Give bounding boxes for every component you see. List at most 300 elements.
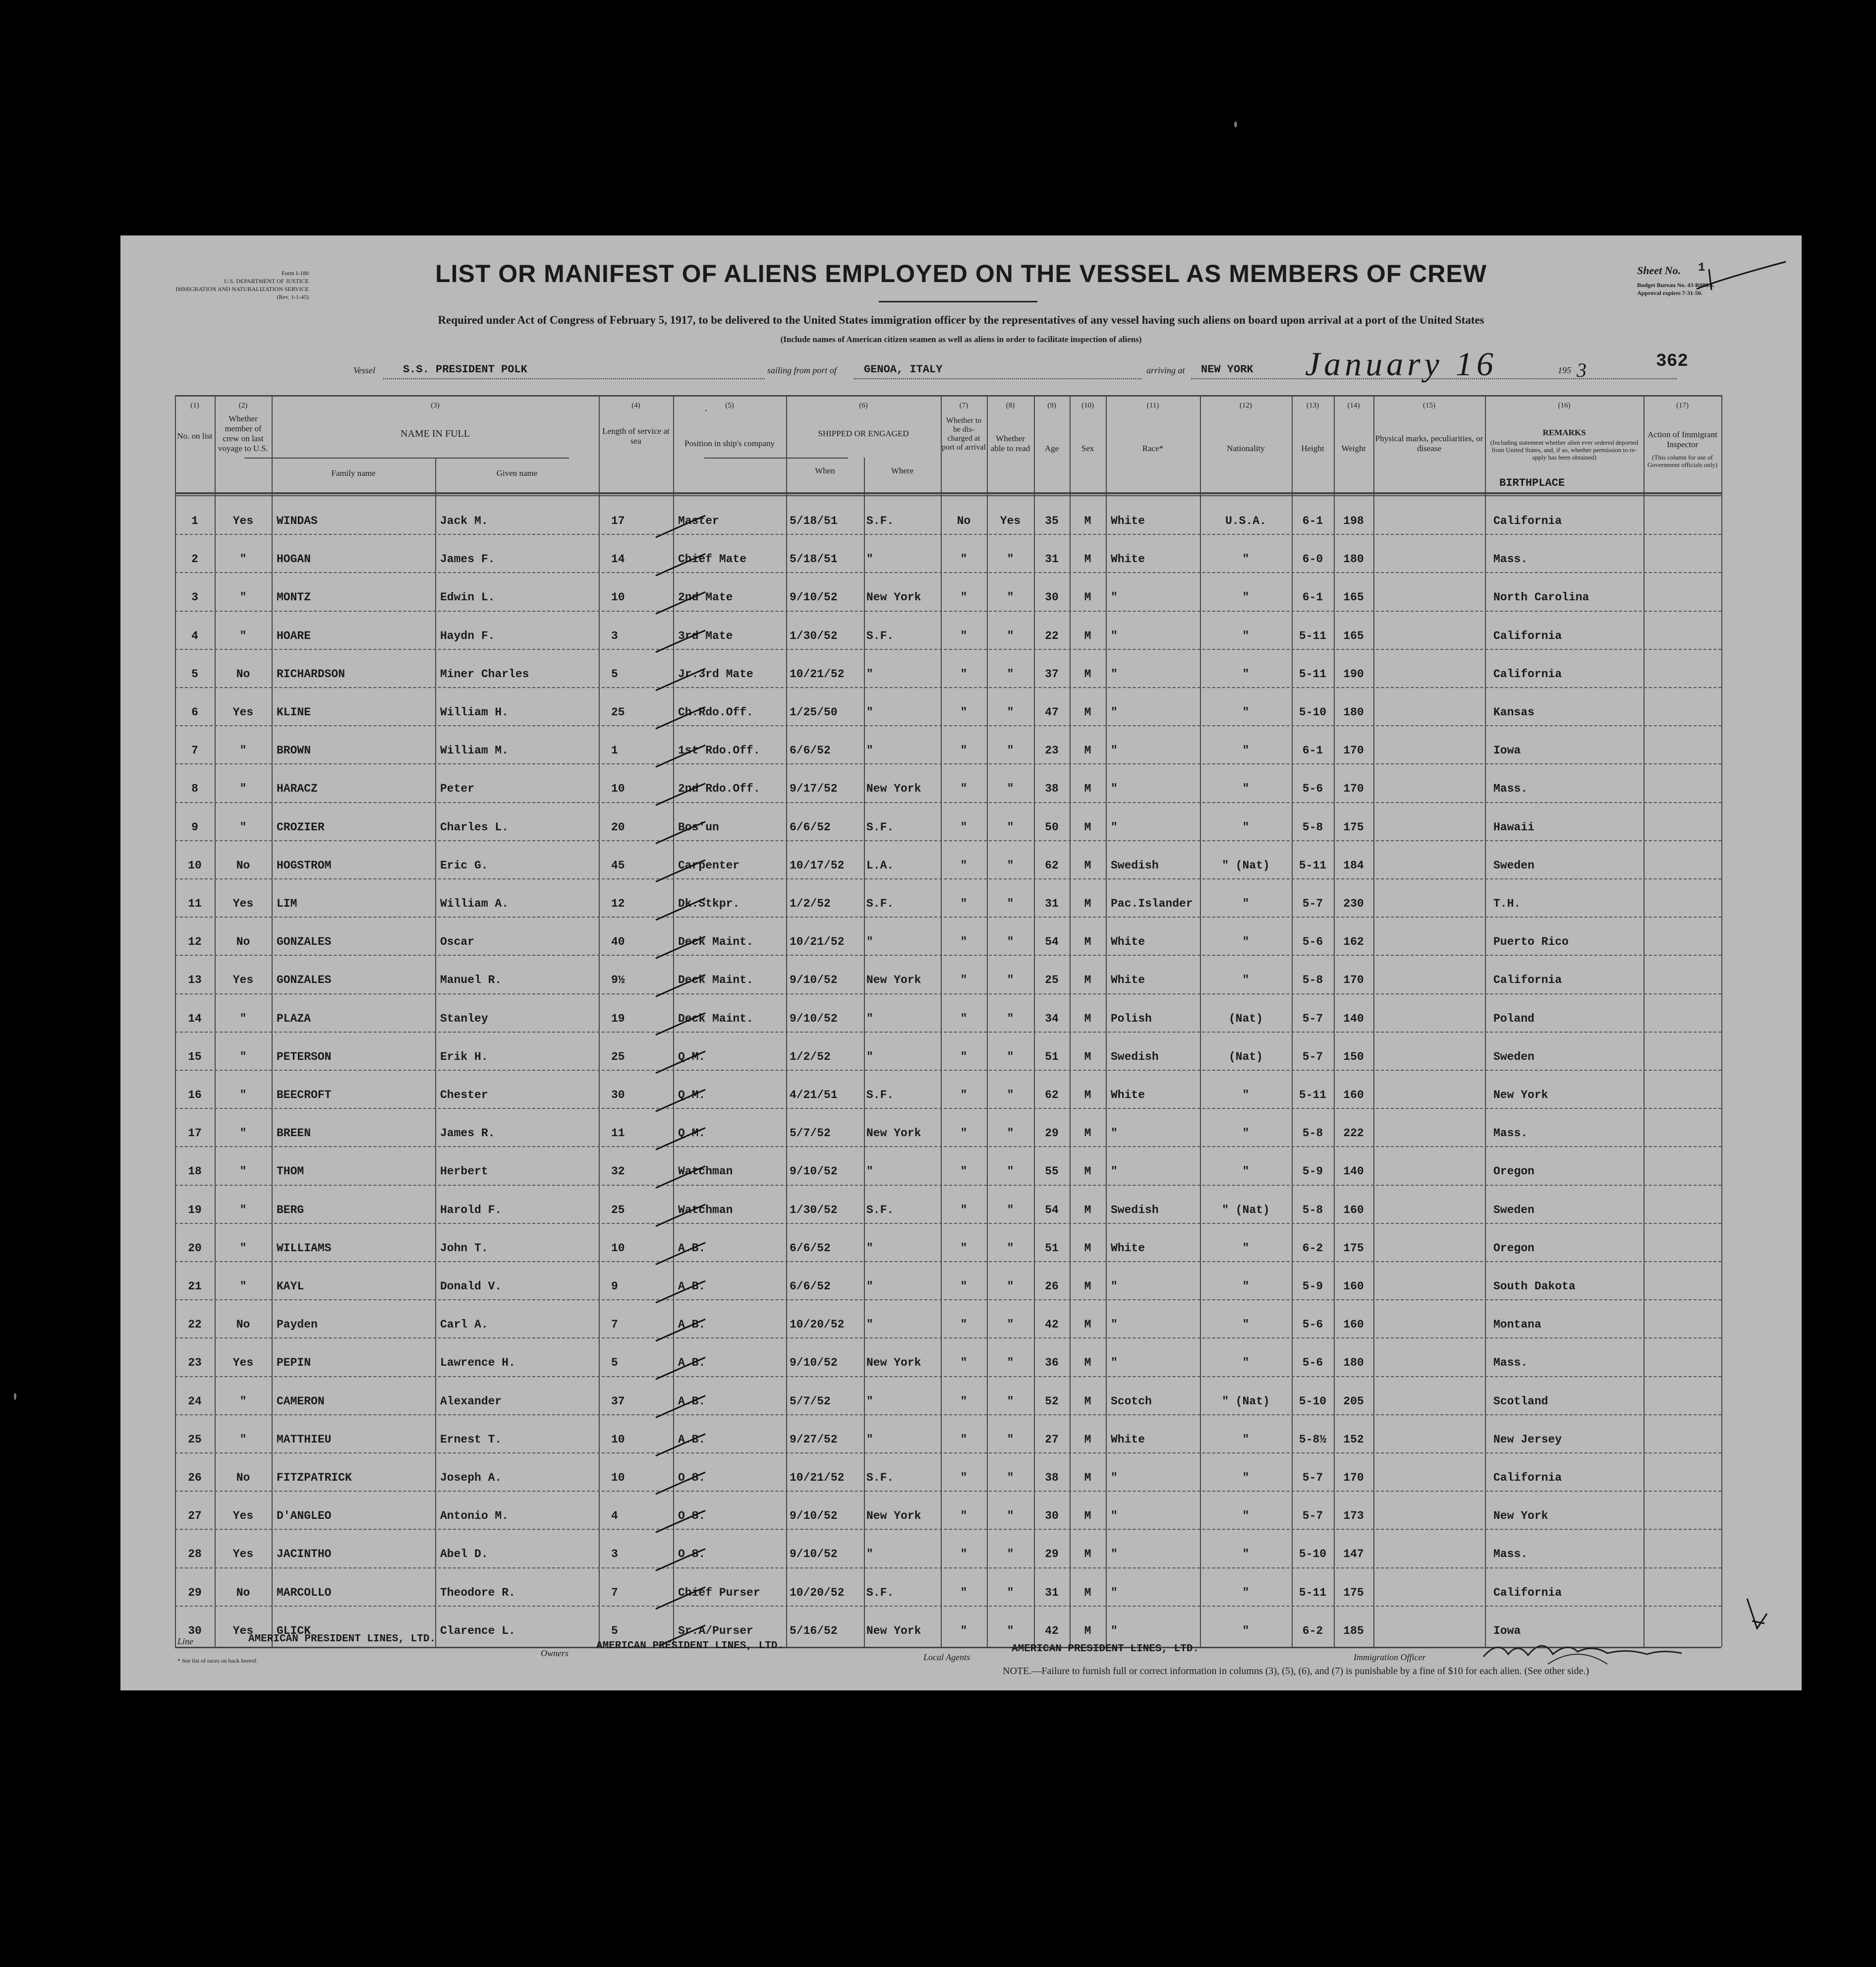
row-26-age: 38	[1045, 1471, 1059, 1484]
row-16-remarks: New York	[1493, 1089, 1548, 1101]
row-19-where: S.F.	[866, 1203, 894, 1216]
row-15-remarks: Sweden	[1493, 1050, 1535, 1063]
row-26-read: "	[1007, 1471, 1014, 1484]
row-14-read: "	[1007, 1012, 1014, 1025]
row-23-sex: M	[1084, 1356, 1091, 1370]
row-4-discharge: "	[960, 629, 967, 642]
row-16-where: S.F.	[866, 1089, 894, 1101]
col-number: (10)	[1081, 402, 1094, 409]
row-20-prev: "	[239, 1241, 247, 1255]
check-mark	[656, 1434, 705, 1456]
row-30-sex: M	[1084, 1624, 1091, 1637]
row-21-service: 9	[611, 1280, 618, 1293]
stamp-number: 362	[1656, 351, 1688, 371]
row-28-given: Abel D.	[440, 1548, 488, 1561]
row-15-given: Erik H.	[440, 1050, 488, 1063]
row-18-remarks: Oregon	[1493, 1165, 1535, 1178]
row-26-service: 10	[611, 1471, 625, 1484]
row-5-service: 5	[611, 667, 618, 681]
row-12-read: "	[1007, 935, 1014, 949]
manifest-sheet	[120, 235, 1802, 1690]
row-2-service: 14	[611, 553, 625, 566]
col-divider	[1373, 395, 1374, 1647]
row-17-when: 5/7/52	[790, 1127, 831, 1140]
row-3-when: 9/10/52	[790, 591, 838, 604]
row-19-service: 25	[611, 1203, 625, 1216]
row-22-given: Carl A.	[440, 1318, 488, 1331]
col-number: (3)	[431, 402, 440, 409]
row-9-race: "	[1111, 820, 1118, 834]
col-head-height: Height	[1301, 444, 1324, 453]
row-27-where: New York	[866, 1509, 921, 1523]
check-mark	[656, 745, 705, 767]
row-29-service: 7	[611, 1586, 618, 1599]
row-24-position: A.B.	[678, 1394, 706, 1408]
row-27-position: O.S.	[678, 1509, 706, 1523]
row-6-age: 47	[1045, 706, 1059, 719]
row-29-prev: No	[236, 1586, 250, 1599]
row-15-service: 25	[611, 1050, 625, 1063]
row-28-discharge: "	[960, 1548, 967, 1561]
row-11-remarks: T.H.	[1493, 897, 1521, 910]
row-10-when: 10/17/52	[790, 859, 845, 872]
row-4-sex: M	[1084, 629, 1091, 642]
row-22-weight: 160	[1343, 1318, 1364, 1331]
immigration-officer-signature	[1478, 1634, 1687, 1669]
row-29-weight: 175	[1343, 1586, 1364, 1599]
row-9-nationality: "	[1242, 820, 1250, 834]
subtitle-note: (Include names of American citizen seamen as well as aliens in order to facilitate inspection of aliens)	[780, 335, 1142, 344]
row-4-age: 22	[1045, 629, 1059, 642]
row-7-prev: "	[239, 744, 247, 757]
row-16-weight: 160	[1343, 1089, 1364, 1101]
row-22-position: A.B.	[678, 1318, 706, 1331]
col-head-weight: Weight	[1341, 444, 1366, 453]
row-24-read: "	[1007, 1394, 1014, 1408]
col-divider	[272, 395, 273, 1647]
row-27-given: Antonio M.	[440, 1509, 509, 1523]
row-2-no: 2	[191, 553, 198, 566]
row-divider	[175, 1529, 1721, 1530]
row-22-family: Payden	[277, 1318, 318, 1331]
row-20-age: 51	[1045, 1241, 1059, 1255]
row-28-service: 3	[611, 1548, 618, 1561]
row-divider	[175, 1337, 1721, 1338]
check-mark	[656, 1396, 705, 1418]
revision: (Rev. 1-1-45)	[277, 293, 309, 300]
row-29-when: 10/20/52	[790, 1586, 845, 1599]
row-10-age: 62	[1045, 859, 1059, 872]
row-19-read: "	[1007, 1203, 1014, 1216]
row-divider	[175, 1223, 1721, 1224]
row-8-read: "	[1007, 782, 1014, 796]
row-14-when: 9/10/52	[790, 1012, 838, 1025]
row-17-position: Q.M.	[678, 1127, 706, 1140]
row-13-nationality: "	[1242, 974, 1250, 987]
row-20-when: 6/6/52	[790, 1241, 831, 1255]
row-28-sex: M	[1084, 1548, 1091, 1561]
row-9-where: S.F.	[866, 820, 894, 834]
row-27-nationality: "	[1242, 1509, 1250, 1523]
row-3-sex: M	[1084, 591, 1091, 604]
row-20-no: 20	[188, 1241, 202, 1255]
row-17-discharge: "	[960, 1127, 967, 1140]
sailing-from-label: sailing from port of	[767, 365, 837, 375]
row-22-nationality: "	[1242, 1318, 1250, 1331]
row-16-no: 16	[188, 1089, 202, 1101]
row-21-sex: M	[1084, 1280, 1091, 1293]
row-8-position: 2nd Rdo.Off.	[678, 782, 760, 796]
row-24-prev: "	[239, 1394, 247, 1408]
row-25-age: 27	[1045, 1433, 1059, 1446]
row-divider	[175, 572, 1721, 573]
local-agents-label: Local Agents	[923, 1652, 970, 1662]
row-divider	[175, 802, 1721, 803]
row-26-discharge: "	[960, 1471, 967, 1484]
row-5-discharge: "	[960, 667, 967, 681]
col-head-remarks-note: (Including statement whether alien ever ordered deported from United States, and, if so, whether permission to re-apply has been obtained)	[1490, 439, 1639, 461]
row-20-where: "	[866, 1241, 873, 1255]
row-divider	[175, 1452, 1721, 1453]
col-number: (15)	[1423, 402, 1435, 409]
row-16-service: 30	[611, 1089, 625, 1101]
row-12-position: Deck Maint.	[678, 935, 753, 949]
row-1-sex: M	[1084, 515, 1091, 527]
row-19-remarks: Sweden	[1493, 1203, 1535, 1216]
col-divider	[786, 395, 787, 1647]
row-19-position: Watchman	[678, 1203, 733, 1216]
row-25-prev: "	[239, 1433, 247, 1446]
row-14-remarks: Poland	[1493, 1012, 1535, 1025]
row-22-service: 7	[611, 1318, 618, 1331]
col-number: (5)	[725, 402, 734, 409]
row-divider	[175, 1299, 1721, 1300]
col-divider	[864, 458, 865, 1647]
row-16-family: BEECROFT	[277, 1089, 332, 1101]
row-7-where: "	[866, 744, 873, 757]
row-29-no: 29	[188, 1586, 202, 1599]
check-mark	[656, 1243, 705, 1265]
check-mark	[656, 975, 705, 996]
row-14-position: Deck Maint.	[678, 1012, 753, 1025]
col-head-service: Length of service at sea	[602, 426, 670, 446]
row-27-read: "	[1007, 1509, 1014, 1523]
row-6-race: "	[1111, 706, 1118, 719]
row-26-race: "	[1111, 1471, 1118, 1484]
col-number: (4)	[631, 402, 640, 409]
row-25-position: A.B.	[678, 1433, 706, 1446]
row-8-height: 5-6	[1302, 782, 1323, 796]
row-22-height: 5-6	[1302, 1318, 1323, 1331]
row-6-height: 5-10	[1299, 706, 1327, 719]
row-11-weight: 230	[1343, 897, 1364, 910]
row-24-discharge: "	[960, 1394, 967, 1408]
row-5-when: 10/21/52	[790, 667, 845, 681]
row-21-race: "	[1111, 1280, 1118, 1293]
row-divider	[175, 1070, 1721, 1071]
row-divider	[175, 1606, 1721, 1607]
row-28-read: "	[1007, 1548, 1014, 1561]
row-6-sex: M	[1084, 706, 1091, 719]
col-head-sex: Sex	[1081, 444, 1094, 453]
row-25-no: 25	[188, 1433, 202, 1446]
row-21-position: A.B.	[678, 1280, 706, 1293]
row-10-prev: No	[236, 859, 250, 872]
check-mark	[656, 554, 705, 576]
check-mark	[656, 1587, 705, 1609]
row-18-discharge: "	[960, 1165, 967, 1178]
row-14-family: PLAZA	[277, 1012, 311, 1025]
row-27-no: 27	[188, 1509, 202, 1523]
row-30-position: Sr.A/Purser	[678, 1624, 753, 1637]
row-2-position: Chief Mate	[678, 553, 747, 566]
row-11-position: Dk.Stkpr.	[678, 897, 740, 910]
col-head-discharge: Whether to be dis-charged at port of arrival	[942, 416, 986, 452]
row-27-discharge: "	[960, 1509, 967, 1523]
row-4-family: HOARE	[277, 629, 311, 642]
row-15-prev: "	[239, 1050, 247, 1063]
row-1-family: WINDAS	[277, 515, 318, 527]
row-6-given: William H.	[440, 706, 509, 719]
row-2-race: White	[1111, 553, 1145, 566]
row-29-sex: M	[1084, 1586, 1091, 1599]
row-22-where: "	[866, 1318, 873, 1331]
row-23-prev: Yes	[232, 1356, 254, 1370]
row-20-family: WILLIAMS	[277, 1241, 332, 1255]
row-21-when: 6/6/52	[790, 1280, 831, 1293]
row-22-read: "	[1007, 1318, 1014, 1331]
row-12-weight: 162	[1343, 935, 1364, 949]
check-mark	[656, 1166, 705, 1188]
rule	[705, 410, 707, 411]
row-28-prev: Yes	[232, 1548, 254, 1561]
row-22-race: "	[1111, 1318, 1118, 1331]
row-28-remarks: Mass.	[1493, 1548, 1528, 1561]
row-29-age: 31	[1045, 1586, 1059, 1599]
row-25-height: 5-8½	[1299, 1433, 1327, 1446]
check-mark	[656, 1013, 705, 1035]
row-25-race: White	[1111, 1433, 1145, 1446]
row-18-service: 32	[611, 1165, 625, 1178]
col-head-where: Where	[891, 466, 914, 475]
check-mark	[656, 783, 705, 805]
row-23-discharge: "	[960, 1356, 967, 1370]
sailing-from-field	[854, 363, 1141, 379]
row-25-family: MATTHIEU	[277, 1433, 332, 1446]
row-9-read: "	[1007, 820, 1014, 834]
check-mark	[656, 1357, 705, 1379]
row-1-read: Yes	[1000, 515, 1021, 527]
row-18-position: Watchman	[678, 1165, 733, 1178]
row-4-given: Haydn F.	[440, 629, 495, 642]
row-16-age: 62	[1045, 1089, 1059, 1101]
row-14-given: Stanley	[440, 1012, 488, 1025]
row-22-when: 10/20/52	[790, 1318, 845, 1331]
row-19-weight: 160	[1343, 1203, 1364, 1216]
col-divider	[1721, 395, 1722, 1647]
row-18-when: 9/10/52	[790, 1165, 838, 1178]
row-28-height: 5-10	[1299, 1548, 1327, 1561]
row-15-position: Q.M.	[678, 1050, 706, 1063]
steamship-line: AMERICAN PRESIDENT LINES, LTD.	[248, 1633, 436, 1645]
row-28-race: "	[1111, 1548, 1118, 1561]
row-25-when: 9/27/52	[790, 1433, 838, 1446]
row-25-where: "	[866, 1433, 873, 1446]
row-23-weight: 180	[1343, 1356, 1364, 1370]
row-26-given: Joseph A.	[440, 1471, 502, 1484]
row-divider	[175, 878, 1721, 879]
row-13-remarks: California	[1493, 974, 1562, 987]
row-2-remarks: Mass.	[1493, 553, 1528, 566]
row-6-position: Ch.Rdo.Off.	[678, 706, 753, 719]
row-10-height: 5-11	[1299, 859, 1327, 872]
row-13-weight: 170	[1343, 974, 1364, 987]
row-14-no: 14	[188, 1012, 202, 1025]
row-24-no: 24	[188, 1394, 202, 1408]
row-divider	[175, 687, 1721, 688]
row-20-sex: M	[1084, 1241, 1091, 1255]
row-17-height: 5-8	[1302, 1127, 1323, 1140]
row-divider	[175, 1261, 1721, 1262]
col-number: (13)	[1307, 402, 1319, 409]
row-19-discharge: "	[960, 1203, 967, 1216]
row-3-no: 3	[191, 591, 198, 604]
row-8-service: 10	[611, 782, 625, 796]
department: U.S. DEPARTMENT OF JUSTICE	[224, 278, 309, 285]
row-10-remarks: Sweden	[1493, 859, 1535, 872]
row-30-race: "	[1111, 1624, 1118, 1637]
row-27-remarks: New York	[1493, 1509, 1548, 1523]
row-3-service: 10	[611, 591, 625, 604]
row-3-family: MONTZ	[277, 591, 311, 604]
row-4-no: 4	[191, 629, 198, 642]
row-11-given: William A.	[440, 897, 509, 910]
row-4-height: 5-11	[1299, 629, 1327, 642]
row-14-age: 34	[1045, 1012, 1059, 1025]
row-30-where: New York	[866, 1624, 921, 1637]
row-17-nationality: "	[1242, 1127, 1250, 1140]
immigration-officer-label: Immigration Officer	[1354, 1652, 1426, 1662]
service-name: IMMIGRATION AND NATURALIZATION SERVICE	[175, 286, 309, 292]
row-14-height: 5-7	[1302, 1012, 1323, 1025]
row-30-service: 5	[611, 1624, 618, 1637]
check-mark	[656, 1549, 705, 1570]
row-6-read: "	[1007, 706, 1014, 719]
row-11-family: LIM	[277, 897, 297, 910]
manifest-subtitle: Required under Act of Congress of February 5, 1917, to be delivered to the United States immigration officer by the representatives of any vessel having such aliens on board upon arrival at a port of the United States	[438, 314, 1484, 326]
row-28-position: O.S.	[678, 1548, 706, 1561]
row-3-remarks: North Carolina	[1493, 591, 1590, 604]
row-1-remarks: California	[1493, 515, 1562, 527]
row-18-race: "	[1111, 1165, 1118, 1178]
row-27-race: "	[1111, 1509, 1118, 1523]
row-divider	[175, 1146, 1721, 1147]
row-10-no: 10	[188, 859, 202, 872]
row-9-weight: 175	[1343, 820, 1364, 834]
row-4-read: "	[1007, 629, 1014, 642]
row-19-given: Harold F.	[440, 1203, 502, 1216]
row-15-no: 15	[188, 1050, 202, 1063]
row-30-remarks: Iowa	[1493, 1624, 1521, 1637]
row-19-nationality: " (Nat)	[1222, 1203, 1270, 1216]
row-4-position: 3rd Mate	[678, 629, 733, 642]
row-20-weight: 175	[1343, 1241, 1364, 1255]
row-26-position: O.S.	[678, 1471, 706, 1484]
row-12-given: Oscar	[440, 935, 475, 949]
row-20-given: John T.	[440, 1241, 488, 1255]
vessel-label: Vessel	[353, 365, 375, 375]
row-5-race: "	[1111, 667, 1118, 681]
row-18-height: 5-9	[1302, 1165, 1323, 1178]
budget-bureau-block	[1637, 281, 1714, 297]
row-24-weight: 205	[1343, 1394, 1364, 1408]
row-17-weight: 222	[1343, 1127, 1364, 1140]
row-26-sex: M	[1084, 1471, 1091, 1484]
row-25-sex: M	[1084, 1433, 1091, 1446]
row-20-position: A.B.	[678, 1241, 706, 1255]
col-number: (11)	[1146, 402, 1159, 409]
row-divider	[175, 763, 1721, 764]
row-23-remarks: Mass.	[1493, 1356, 1528, 1370]
row-30-given: Clarence L.	[440, 1624, 515, 1637]
col-head-inspector-note: (This column for use of Government officials only)	[1647, 454, 1718, 468]
check-mark	[656, 1205, 705, 1226]
row-27-prev: Yes	[232, 1509, 254, 1523]
row-9-family: CROZIER	[277, 820, 325, 834]
row-10-given: Eric G.	[440, 859, 488, 872]
row-3-height: 6-1	[1302, 591, 1323, 604]
row-29-nationality: "	[1242, 1586, 1250, 1599]
row-5-where: "	[866, 667, 873, 681]
row-6-nationality: "	[1242, 706, 1250, 719]
row-18-read: "	[1007, 1165, 1014, 1178]
row-8-age: 38	[1045, 782, 1059, 796]
row-3-where: New York	[866, 591, 921, 604]
row-8-weight: 170	[1343, 782, 1364, 796]
row-23-when: 9/10/52	[790, 1356, 838, 1370]
col-head-shipped: SHIPPED OR ENGAGED	[818, 429, 909, 438]
row-21-no: 21	[188, 1280, 202, 1293]
row-24-service: 37	[611, 1394, 625, 1408]
row-23-nationality: "	[1242, 1356, 1250, 1370]
row-26-family: FITZPATRICK	[277, 1471, 352, 1484]
row-12-sex: M	[1084, 935, 1091, 949]
arrival-date-handwritten: January 16	[1305, 345, 1497, 383]
row-16-sex: M	[1084, 1089, 1091, 1101]
row-11-nationality: "	[1242, 897, 1250, 910]
row-divider	[175, 534, 1721, 535]
row-22-age: 42	[1045, 1318, 1059, 1331]
row-26-height: 5-7	[1302, 1471, 1323, 1484]
year-printed: 195	[1558, 365, 1571, 375]
row-1-weight: 198	[1343, 515, 1364, 527]
row-21-weight: 160	[1343, 1280, 1364, 1293]
row-10-where: L.A.	[866, 859, 894, 872]
row-19-race: Swedish	[1111, 1203, 1159, 1216]
row-17-race: "	[1111, 1127, 1118, 1140]
row-11-no: 11	[188, 897, 202, 910]
row-8-remarks: Mass.	[1493, 782, 1528, 796]
row-4-remarks: California	[1493, 629, 1562, 642]
check-mark	[656, 1472, 705, 1494]
row-13-position: Deck Maint.	[678, 974, 753, 987]
row-12-height: 5-6	[1302, 935, 1323, 949]
row-11-when: 1/2/52	[790, 897, 831, 910]
row-25-nationality: "	[1242, 1433, 1250, 1446]
col-number: (7)	[959, 402, 968, 409]
row-9-given: Charles L.	[440, 820, 509, 834]
row-12-race: White	[1111, 935, 1145, 949]
